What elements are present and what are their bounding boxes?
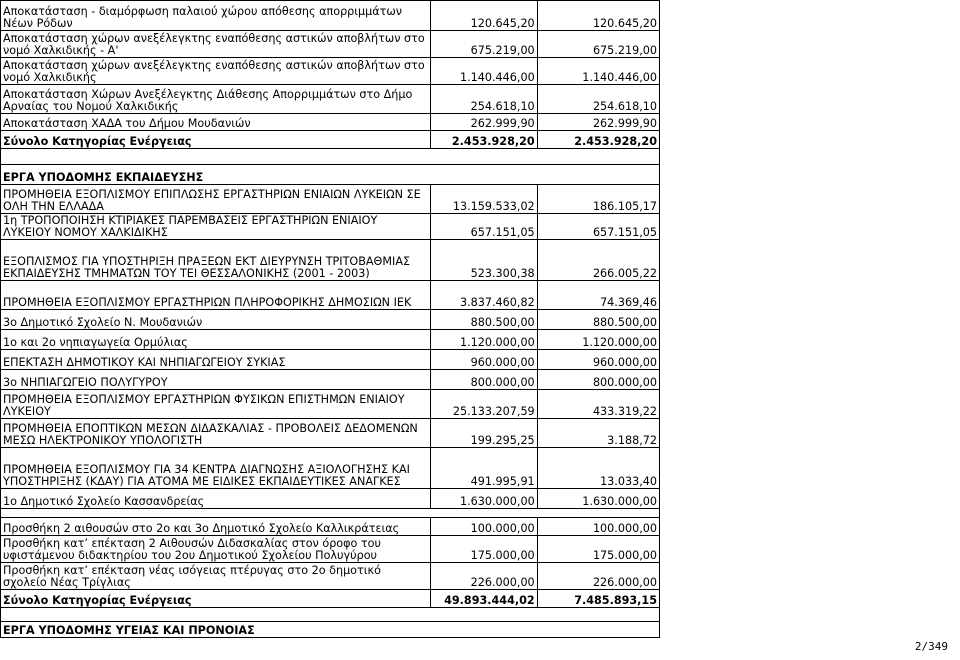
paid-amount: 1.630.000,00	[537, 489, 659, 509]
table-row	[1, 58, 660, 85]
table-row	[1, 563, 660, 590]
paid-amount: 266.005,22	[537, 240, 659, 281]
budget-amount: 491.995,91	[430, 448, 537, 489]
table-row	[1, 281, 660, 310]
table-row	[1, 536, 660, 563]
row-description: Προσθήκη κατ’ επέκταση 2 Αιθουσών Διδασκαλίας στον όροφο του υφιστάμενου διδακτηρίου του 2ου Δημοτικού Σχολείου Πολυγύρου	[1, 536, 431, 563]
section-header-row	[1, 622, 660, 638]
paid-amount: 254.618,10	[537, 85, 659, 114]
budget-amount: 49.893.444,02	[430, 590, 537, 608]
total-row	[1, 590, 660, 608]
budget-amount: 120.645,20	[430, 1, 537, 31]
table-row	[1, 310, 660, 330]
row-description: Αποκατάσταση Χώρων Ανεξέλεγκτης Διάθεσης Απορριμμάτων στο Δήμο Αρναίας του Νομού Χαλκιδικής	[1, 85, 431, 114]
table-row	[1, 185, 660, 214]
budget-amount: 960.000,00	[430, 350, 537, 370]
table-row	[1, 114, 660, 131]
section-title: ΕΡΓΑ ΥΠΟΔΟΜΗΣ ΕΚΠΑΙΔΕΥΣΗΣ	[1, 165, 660, 185]
budget-table-body	[1, 1, 660, 638]
table-row	[1, 330, 660, 350]
paid-amount: 675.219,00	[537, 31, 659, 58]
row-description: ΠΡΟΜΗΘΕΙΑ ΕΞΟΠΛΙΣΜΟΥ ΕΡΓΑΣΤΗΡΙΩΝ ΦΥΣΙΚΩΝ ΕΠΙΣΤΗΜΩΝ ΕΝΙΑΙΟΥ ΛΥΚΕΙΟΥ	[1, 390, 431, 419]
paid-amount: 74.369,46	[537, 281, 659, 310]
section-title: ΕΡΓΑ ΥΠΟΔΟΜΗΣ ΥΓΕΙΑΣ ΚΑΙ ΠΡΟΝΟΙΑΣ	[1, 622, 660, 638]
table-row	[1, 370, 660, 390]
paid-amount: 1.120.000,00	[537, 330, 659, 350]
table-row	[1, 350, 660, 370]
paid-amount: 262.999,90	[537, 114, 659, 131]
paid-amount: 880.500,00	[537, 310, 659, 330]
row-description: Αποκατάσταση χώρων ανεξέλεγκτης εναπόθεσης αστικών αποβλήτων στο νομό Χαλκιδικής - Α'	[1, 31, 431, 58]
row-description: ΠΡΟΜΗΘΕΙΑ ΕΞΟΠΛΙΣΜΟΥ ΕΡΓΑΣΤΗΡΙΩΝ ΠΛΗΡΟΦΟΡΙΚΗΣ ΔΗΜΟΣΙΩΝ ΙΕΚ	[1, 281, 431, 310]
paid-amount: 960.000,00	[537, 350, 659, 370]
total-row	[1, 131, 660, 149]
row-description: ΕΞΟΠΛΙΣΜΟΣ ΓΙΑ ΥΠΟΣΤΗΡΙΞΗ ΠΡΑΞΕΩΝ ΕΚΤ ΔΙΕΥΡΥΝΣΗ ΤΡΙΤΟΒΑΘΜΙΑΣ ΕΚΠΑΙΔΕΥΣΗΣ ΤΜΗΜΑΤΩΝ ΤΟΥ ΤΕΙ ΘΕΣΣΑΛΟΝΙΚΗΣ (2001 - 2003)	[1, 240, 431, 281]
budget-amount: 2.453.928,20	[430, 131, 537, 149]
table-row	[1, 489, 660, 509]
page-number: 2/349	[914, 640, 948, 653]
spacer-cell	[1, 149, 660, 165]
table-row	[1, 390, 660, 419]
row-description: Προσθήκη κατ’ επέκταση νέας ισόγειας πτέρυγας στο 2ο δημοτικό σχολείο Νέας Τρίγλιας	[1, 563, 431, 590]
paid-amount: 2.453.928,20	[537, 131, 659, 149]
budget-amount: 262.999,90	[430, 114, 537, 131]
budget-amount: 3.837.460,82	[430, 281, 537, 310]
paid-amount: 186.105,17	[537, 185, 659, 214]
budget-amount: 523.300,38	[430, 240, 537, 281]
row-description: ΠΡΟΜΗΘΕΙΑ ΕΞΟΠΛΙΣΜΟΥ ΕΠΙΠΛΩΣΗΣ ΕΡΓΑΣΤΗΡΙΩΝ ΕΝΙΑΙΩΝ ΛΥΚΕΙΩΝ ΣΕ ΟΛΗ ΤΗΝ ΕΛΛΑΔΑ	[1, 185, 431, 214]
table-row	[1, 1, 660, 31]
row-description: Αποκατάσταση - διαμόρφωση παλαιού χώρου απόθεσης απορριμμάτων Νέων Ρόδων	[1, 1, 431, 31]
paid-amount: 800.000,00	[537, 370, 659, 390]
paid-amount: 433.319,22	[537, 390, 659, 419]
budget-amount: 880.500,00	[430, 310, 537, 330]
paid-amount: 3.188,72	[537, 419, 659, 448]
budget-amount: 254.618,10	[430, 85, 537, 114]
spacer-cell	[1, 608, 660, 622]
table-row	[1, 518, 660, 536]
row-description: ΠΡΟΜΗΘΕΙΑ ΕΠΟΠΤΙΚΩΝ ΜΕΣΩΝ ΔΙΔΑΣΚΑΛΙΑΣ - ΠΡΟΒΟΛΕΙΣ ΔΕΔΟΜΕΝΩΝ ΜΕΣΩ ΗΛΕΚΤΡΟΝΙΚΟΥ ΥΠΟΛΟΓΙΣΤΗ	[1, 419, 431, 448]
budget-amount: 657.151,05	[430, 214, 537, 240]
spacer-row	[1, 149, 660, 165]
row-description: ΠΡΟΜΗΘΕΙΑ ΕΞΟΠΛΙΣΜΟΥ ΓΙΑ 34 ΚΕΝΤΡΑ ΔΙΑΓΝΩΣΗΣ ΑΞΙΟΛΟΓΗΣΗΣ ΚΑΙ ΥΠΟΣΤΗΡΙΞΗΣ (ΚΔΑΥ) ΓΙΑ ΑΤΟΜΑ ΜΕ ΕΙΔΙΚΕΣ ΕΚΠΑΙΔΕΥΤΙΚΕΣ ΑΝΑΓΚΕΣ	[1, 448, 431, 489]
table-row	[1, 214, 660, 240]
budget-amount: 175.000,00	[430, 536, 537, 563]
paid-amount: 657.151,05	[537, 214, 659, 240]
budget-amount: 1.120.000,00	[430, 330, 537, 350]
row-description: Προσθήκη 2 αιθουσών στο 2ο και 3ο Δημοτικό Σχολείο Καλλικράτειας	[1, 518, 431, 536]
row-description: Σύνολο Κατηγορίας Ενέργειας	[1, 590, 431, 608]
budget-amount: 800.000,00	[430, 370, 537, 390]
spacer-row	[1, 509, 660, 518]
spacer-cell	[1, 509, 660, 518]
paid-amount: 175.000,00	[537, 536, 659, 563]
row-description: ΕΠΕΚΤΑΣΗ ΔΗΜΟΤΙΚΟΥ ΚΑΙ ΝΗΠΙΑΓΩΓΕΙΟΥ ΣΥΚΙΑΣ	[1, 350, 431, 370]
row-description: 1ο και 2ο νηπιαγωγεία Ορμύλιας	[1, 330, 431, 350]
row-description: Αποκατάσταση ΧΑΔΑ του Δήμου Μουδανιών	[1, 114, 431, 131]
paid-amount: 226.000,00	[537, 563, 659, 590]
budget-amount: 1.140.446,00	[430, 58, 537, 85]
paid-amount: 13.033,40	[537, 448, 659, 489]
table-row	[1, 31, 660, 58]
row-description: Αποκατάσταση χώρων ανεξέλεγκτης εναπόθεσης αστικών αποβλήτων στο νομό Χαλκιδικής	[1, 58, 431, 85]
row-description: 1η ΤΡΟΠΟΠΟΙΗΣΗ ΚΤΙΡΙΑΚΕΣ ΠΑΡΕΜΒΑΣΕΙΣ ΕΡΓΑΣΤΗΡΙΩΝ ΕΝΙΑΙΟΥ ΛΥΚΕΙΟΥ ΝΟΜΟΥ ΧΑΛΚΙΔΙΚΗΣ	[1, 214, 431, 240]
paid-amount: 120.645,20	[537, 1, 659, 31]
paid-amount: 7.485.893,15	[537, 590, 659, 608]
paid-amount: 100.000,00	[537, 518, 659, 536]
budget-amount: 675.219,00	[430, 31, 537, 58]
table-row	[1, 85, 660, 114]
budget-amount: 25.133.207,59	[430, 390, 537, 419]
table-row	[1, 419, 660, 448]
budget-amount: 13.159.533,02	[430, 185, 537, 214]
row-description: 3ο ΝΗΠΙΑΓΩΓΕΙΟ ΠΟΛΥΓΥΡΟΥ	[1, 370, 431, 390]
row-description: 3ο Δημοτικό Σχολείο Ν. Μουδανιών	[1, 310, 431, 330]
section-header-row	[1, 165, 660, 185]
table-row	[1, 240, 660, 281]
paid-amount: 1.140.446,00	[537, 58, 659, 85]
spacer-row	[1, 608, 660, 622]
budget-amount: 199.295,25	[430, 419, 537, 448]
row-description: Σύνολο Κατηγορίας Ενέργειας	[1, 131, 431, 149]
row-description: 1ο Δημοτικό Σχολείο Κασσανδρείας	[1, 489, 431, 509]
budget-amount: 100.000,00	[430, 518, 537, 536]
budget-amount: 226.000,00	[430, 563, 537, 590]
table-row	[1, 448, 660, 489]
budget-amount: 1.630.000,00	[430, 489, 537, 509]
